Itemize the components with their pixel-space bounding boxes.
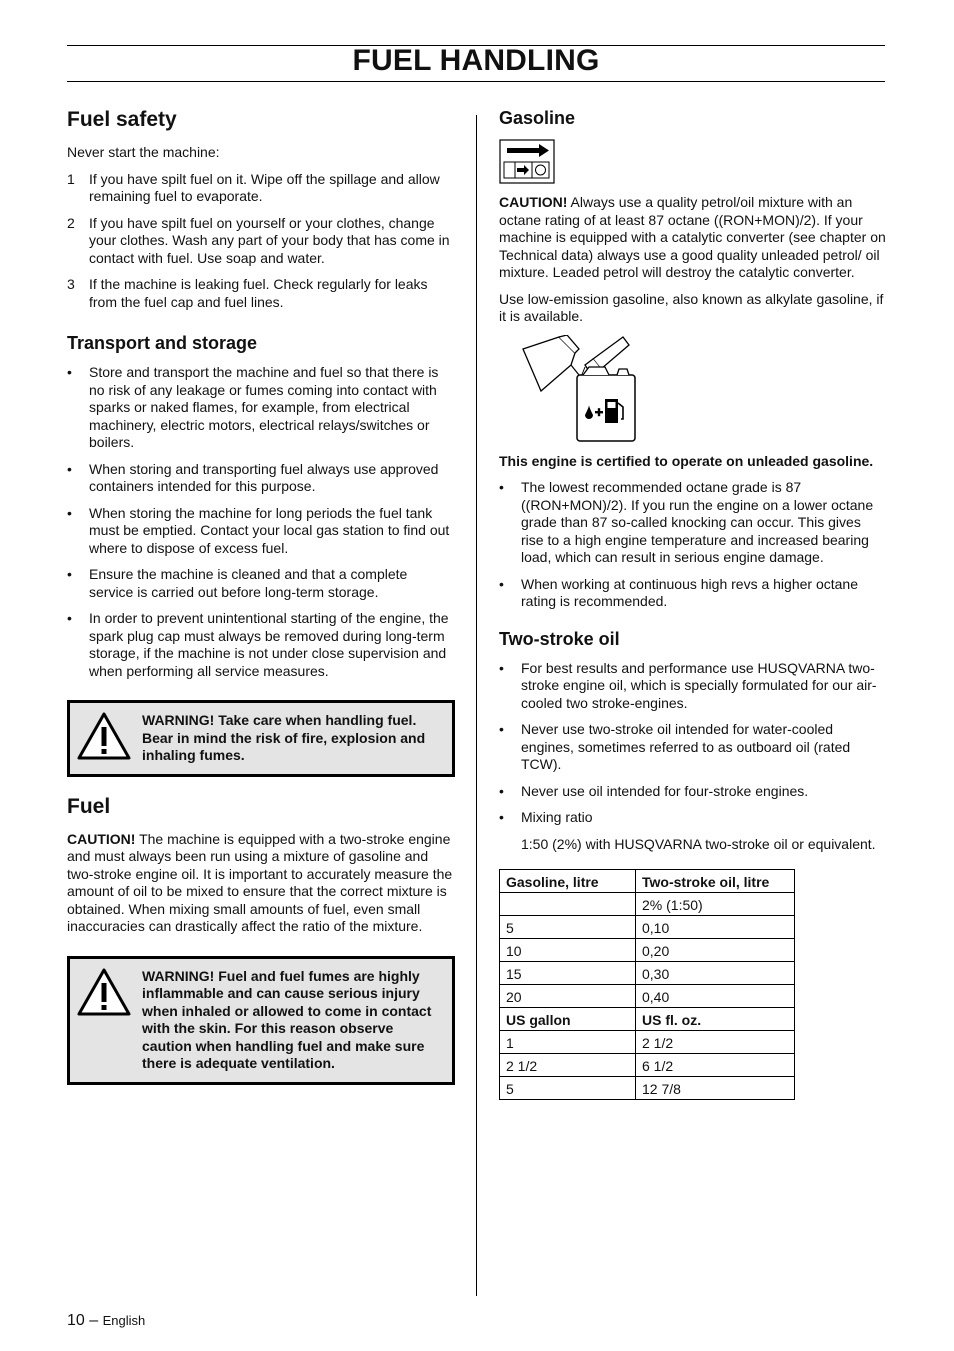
left-column [67,108,455,1099]
table-cell: Two-stroke oil, litre [636,870,795,893]
warning-text: WARNING! Take care when handling fuel. Bear in mind the risk of fire, explosion and inhaling fumes. [142,712,426,763]
fuel-safety-intro: Never start the machine: [67,144,220,160]
table-row [500,1077,795,1100]
list-item: • Never use two-stroke oil intended for water-cooled engines, sometimes referred to as outboard oil (rated TCW). [499,721,851,772]
page-number: 10 – [67,1312,99,1329]
table-row [500,939,795,962]
table-cell: 2 1/2 [500,1054,636,1077]
table-row [500,962,795,985]
table-cell: 0,20 [636,939,795,962]
list-item: • When working at continuous high revs a higher octane rating is recommended. [499,575,858,609]
fuel-can-illustration-icon [519,335,644,443]
table-row [500,893,795,916]
two-stroke-list [499,660,887,827]
warning-box [67,956,455,1085]
table-cell: 0,30 [636,962,795,985]
warning-triangle-icon [76,967,132,1017]
table-cell: 12 7/8 [636,1077,795,1100]
table-cell: 1 [500,1031,636,1054]
page-footer [67,1312,145,1330]
table-row [500,916,795,939]
table-cell: 2 1/2 [636,1031,795,1054]
list-item: • Ensure the machine is cleaned and that a complete service is carried out before long-term storage. [67,566,408,600]
table-cell: US gallon [500,1008,636,1031]
table-row [500,1054,795,1077]
two-stroke-heading: Two-stroke oil [499,628,620,649]
certified-text: This engine is certified to operate on unleaded gasoline. [499,452,874,469]
warning-text: WARNING! Fuel and fuel fumes are highly inflammable and can cause serious injury when inhaled or allowed to come in contact with the skin. For this reason observe caution when handling fuel and make sure there is adequate ventilation. [142,967,432,1071]
table-cell: 0,10 [636,916,795,939]
table-cell: 2% (1:50) [636,893,795,916]
table-row [500,1031,795,1054]
fuel-symbol-icon [499,139,555,184]
table-row [500,985,795,1008]
gasoline-list [499,479,887,611]
table-cell: 10 [500,939,636,962]
table-cell: 5 [500,916,636,939]
title-rule [67,81,885,82]
fuel-safety-list [67,171,455,312]
list-item: • The lowest recommended octane grade is 87 ((RON+MON)/2). If you run the engine on a lower octane grade than 87 so-called knocking can occur. This gives rise to a high engine temperature and increased bearing load, which can result in serious engine damage. [499,479,874,565]
list-item: 2 If you have spilt fuel on yourself or your clothes, change your clothes. Wash any part of your body that has come in contact with fuel. Use soap and water. [67,214,450,266]
mixing-ratio-text: 1:50 (2%) with HUSQVARNA two-stroke oil or equivalent. [521,835,876,852]
list-item: • When storing and transporting fuel always use approved containers intended for this purpose. [67,460,439,494]
fuel-caution: CAUTION! The machine is equipped with a two-stroke engine and must always been run using a mixture of gasoline and two-stroke engine oil. It is important to accurately measure the amount of oil to be mixed to ensure that the correct mixture is obtained. When mixing small amounts of fuel, even small inaccuracies can drastically affect the ratio of the mixture. [67,830,453,934]
right-column [499,108,887,1100]
table-cell: 6 1/2 [636,1054,795,1077]
table-cell [500,893,636,916]
table-cell: 0,40 [636,985,795,1008]
table-cell: 20 [500,985,636,1008]
fuel-heading: Fuel [67,794,111,818]
warning-box [67,700,455,777]
list-item: • Mixing ratio [499,809,593,825]
list-item: • For best results and performance use HUSQVARNA two-stroke engine oil, which is specially formulated for our air-cooled two stroke-engines. [499,659,877,711]
page-title: FUEL HANDLING [352,44,600,77]
column-divider [476,115,477,1296]
table-cell: 5 [500,1077,636,1100]
gasoline-heading: Gasoline [499,108,576,128]
warning-triangle-icon [76,711,132,761]
list-item: • Store and transport the machine and fuel so that there is no risk of any leakage or fumes coming into contact with sparks or naked flames, for example, from electrical machinery, electric motors, electrical relays/switches or boilers. [67,364,439,450]
list-item: 3 If the machine is leaking fuel. Check regularly for leaks from the fuel cap and fuel lines. [67,276,428,310]
table-cell: Gasoline, litre [500,870,636,893]
table-cell: 15 [500,962,636,985]
fuel-safety-heading: Fuel safety [67,108,177,131]
mixing-table [499,869,795,1100]
transport-heading: Transport and storage [67,333,258,353]
list-item: • When storing the machine for long periods the fuel tank must be emptied. Contact your local gas station to find out where to dispose of excess fuel. [67,504,450,556]
footer-language: English [102,1313,146,1328]
transport-list [67,364,455,680]
table-cell: US fl. oz. [636,1008,795,1031]
table-row [500,870,795,893]
list-item: • Never use oil intended for four-stroke engines. [499,782,809,799]
low-emission-text: Use low-emission gasoline, also known as alkylate gasoline, if it is available. [499,290,884,324]
list-item: 1 If you have spilt fuel on it. Wipe off the spillage and allow remaining fuel to evaporate. [67,170,440,204]
table-row [500,1008,795,1031]
gasoline-caution: CAUTION! Always use a quality petrol/oil mixture with an octane rating of at least 87 octane ((RON+MON)/2). If your machine is equipped with a catalytic converter (see chapter on Technical data) always use a good quality unleaded petrol/ oil mixture. Leaded petrol will destroy the catalytic converter. [499,194,886,280]
list-item: • In order to prevent unintentional starting of the engine, the spark plug cap must always be removed during long-term storage, if the machine is not under close supervision and when performing all service measures. [67,610,449,679]
